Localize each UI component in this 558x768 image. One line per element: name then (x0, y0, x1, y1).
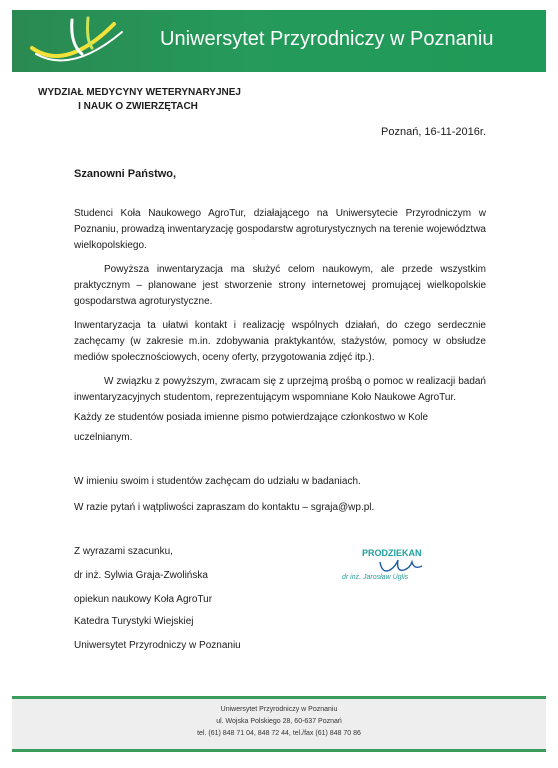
faculty-line-2: I NAUK O ZWIERZĘTACH (78, 101, 198, 112)
footer-phone: tel. (61) 848 71 04, 848 72 44, tel./fax (61) 848 70 86 (197, 730, 361, 737)
paragraph-1: Studenci Koła Naukowego AgroTur, działającego na Uniwersytecie Przyrodniczym w Poznaniu, prowadzą inwentaryzację gospodarstw agroturystycznych na terenie województwa wielkopolskiego. (74, 208, 486, 251)
footer-university: Uniwersytet Przyrodniczy w Poznaniu (220, 706, 338, 713)
paragraph-6: uczelnianym. (74, 432, 133, 443)
stamp-title: PRODZIEKAN (362, 548, 422, 558)
faculty-name (38, 86, 241, 114)
university-logo-icon (26, 14, 126, 68)
signatory-name: dr inż. Sylwia Graja-Zwolińska (74, 570, 208, 581)
paragraph-8: W razie pytań i wątpliwości zapraszam do kontaktu – sgraja@wp.pl. (74, 502, 375, 513)
paragraph-7: W imieniu swoim i studentów zachęcam do udziału w badaniach. (74, 476, 361, 487)
dean-stamp (336, 544, 456, 590)
letter-date: Poznań, 16-11-2016r. (381, 126, 486, 138)
footer-address: ul. Wojska Polskiego 28, 60-637 Poznań (216, 718, 342, 725)
stamp-name: dr inż. Jarosław Uglis (342, 574, 409, 581)
university-name: Uniwersytet Przyrodniczy w Poznaniu (160, 28, 494, 50)
signatory-university: Uniwersytet Przyrodniczy w Poznaniu (74, 640, 241, 651)
signatory-role: opiekun naukowy Koła AgroTur (74, 594, 213, 605)
faculty-line-1: WYDZIAŁ MEDYCYNY WETERYNARYJNEJ (38, 87, 241, 98)
closing-regards: Z wyrazami szacunku, (74, 546, 173, 557)
paragraph-3: Inwentaryzacja ta ułatwi kontakt i realizację wspólnych działań, do czego serdecznie zachęcamy (w zakresie m.in. zdobywania praktykantów, stażystów, pomocy w obsłudze mediów społecznościowych, oceny oferty, przygotowania zdjęć itp.). (74, 320, 486, 363)
paragraph-2: Powyższa inwentaryzacja ma służyć celom naukowym, ale przede wszystkim praktycznym – planowane jest stworzenie strony internetowej promującej wielkopolskie gospodarstwa agroturystyczne. (74, 264, 486, 307)
paragraph-4: W związku z powyższym, zwracam się z uprzejmą prośbą o pomoc w realizacji badań inwentaryzacyjnych studentom, reprezentującym wspomniane Koło Naukowe AgroTur. (74, 376, 486, 403)
paragraph-5: Każdy ze studentów posiada imienne pismo potwierdzające członkostwo w Kole (74, 412, 429, 423)
signatory-department: Katedra Turystyki Wiejskiej (74, 616, 194, 627)
letterhead-banner (12, 10, 546, 72)
letterhead-footer (12, 696, 546, 752)
greeting: Szanowni Państwo, (74, 168, 177, 180)
